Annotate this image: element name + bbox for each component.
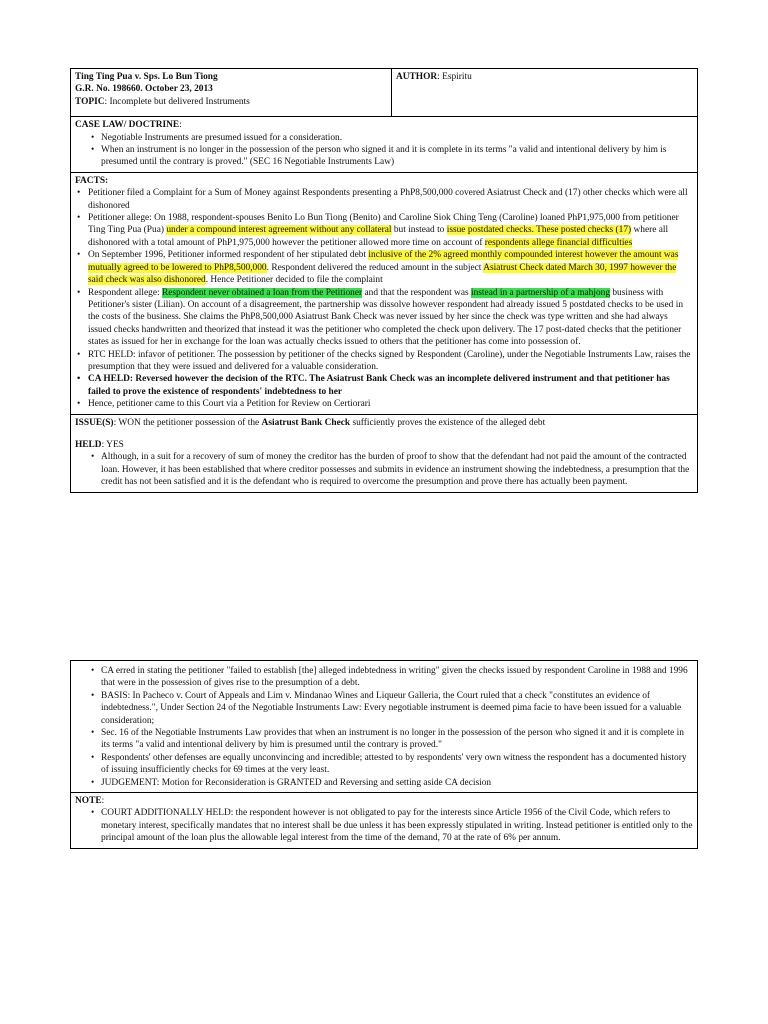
highlight: issue postdated checks. These posted checks (17) [446,225,632,236]
list-item: • BASIS: In Pacheco v. Court of Appeals and Lim v. Mindanao Wines and Liqueur Galleria, the Court ruled that a check "constitutes an evidence of indebtedness.", Under Section 24 of the Negotiable Instruments Law: Every negotiable instrument is deemed pima facie to have been issued for a valuable consideration; [75,690,693,727]
list-item: • Although, in a suit for a recovery of sum of money the creditor has the burden of proof to show that the defendant had not paid the amount of the contracted loan. However, it has been established that where creditor possesses and submits in evidence an instrument showing the indebtedness, a presumption that the credit has not been satisfied and it is the defendant who is required to overcome the presumption and prove there has actually been payment. [75,451,693,488]
list-item: • When an instrument is no longer in the possession of the person who signed it and it is complete in its terms "a valid and intentional delivery by him is presumed until the contrary is proved." (SEC 16 Negotiable Instruments Law) [75,144,693,169]
list-item: • Hence, petitioner came to this Court via a Petition for Review on Certiorari [75,398,693,410]
list-item: • JUDGEMENT: Motion for Reconsideration is GRANTED and Reversing and setting aside CA decision [75,777,693,789]
list-item: • Sec. 16 of the Negotiable Instruments Law provides that when an instrument is no longer in the possession of the person who signed it and it is complete in its terms "a valid and intentional delivery by him is presumed until the contrary is proved." [75,727,693,752]
held-continued-section [71,661,697,793]
case-header [71,69,392,116]
facts-heading: FACTS: [75,175,109,186]
doctrine-list [75,132,693,169]
highlight: instead in a partnership of a mahjong [470,287,611,298]
case-title: Ting Ting Pua v. Sps. Lo Bun Tiong [75,72,218,82]
list-item: • Petitioner allege: On 1988, respondent-spouses Benito Lo Bun Tiong (Benito) and Caroline Siok Ching Teng (Caroline) loaned PhP1,975,000 from petitioner Ting Ting Pua (Pua) under a compound interest agreement without any collateral but instead to issue postdated checks. These posted checks (17) where all dishonored with a total amount of PhP1,975,000 however the petitioner allowed more time on account of respondents allege financial difficulties [75,212,693,249]
list-item: • CA HELD: Reversed however the decision of the RTC. The Asiatrust Bank Check was an incomplete delivered instrument and that petitioner has failed to prove the existence of respondents' indebtedness to her [75,373,693,398]
case-digest-table-page2 [70,660,698,849]
author-value: : Espiritu [437,72,472,82]
note-heading: NOTE: [75,796,105,807]
list-item: • Petitioner filed a Complaint for a Sum of Money against Respondents presenting a PhP8,500,000 covered Asiatrust Check and (17) other checks which were all dishonored [75,187,693,212]
held-list-continued [75,665,693,789]
list-item: • RTC HELD: infavor of petitioner. The possession by petitioner of the checks signed by Respondent (Caroline), under the Negotiable Instruments Law, raises the presumption that they were issued and delivered for a valuable consideration. [75,349,693,374]
highlight: Respondent never obtained a loan from the Petitioner [161,287,363,298]
note-list [75,807,693,844]
list-item: • COURT ADDITIONALLY HELD: the respondent however is not obligated to pay for the interests since Article 1956 of the Civil Code, which refers to monetary interest, specifically mandates that no interest shall be due unless it has been expressly stipulated in writing. Instead petitioner is entitled only to the principal amount of the loan plus the allowable legal interest from the time of the demand, 70 at the rate of 6% per annum. [75,807,693,844]
note-section [71,793,697,848]
facts-section [71,173,697,415]
doctrine-section [71,117,697,173]
facts-list [75,187,693,410]
author-label: AUTHOR [396,72,438,82]
author-cell [392,69,697,116]
highlight: under a compound interest agreement without any collateral [166,225,392,236]
gr-number: G.R. No. 198660. October 23, 2013 [75,84,213,95]
highlight: respondents allege financial difficulties [484,237,633,248]
list-item: • Respondents' other defenses are equally unconvincing and incredible; attested to by respondents' very own witness the respondent has a documented history of issuing insufficiently checks for 69 times at the very least. [75,752,693,777]
held-list [75,451,693,488]
list-item: • Respondent allege: Respondent never obtained a loan from the Petitioner and that the respondent was instead in a partnership of a mahjong business with Petitioner's sister (Lilian). On account of a disagreement, the partnership was dissolve however respondent had already issued 5 postdated checks to be used in the costs of the business. She claims the PhP8,500,000 Asiatrust Bank Check was never issued by her since the check was type written and she had always issued checks handwritten and theorized that instead it was the petitioner who completed the check upon delivery. The 17 post-dated checks that the petitioner states as issued for her in exchange for the loan was actually checks issued to others that the petitioner has come into possession of. [75,287,693,349]
held-line: HELD: YES [75,439,124,450]
list-item: • CA erred in stating the petitioner "failed to establish [the] alleged indebtedness in writing" given the checks issued by respondent Caroline in 1988 and 1996 that were in the possession of gives rise to the presumption of a debt. [75,665,693,690]
list-item: • Negotiable Instruments are presumed issued for a consideration. [75,132,693,144]
case-digest-table-page1 [70,68,698,493]
highlight: inclusive of the 2% agreed monthly compounded interest however the amount was mutually agreed to be lowered to PhP8,500,000 [88,250,679,273]
header-row [71,69,697,117]
issue-held-section [71,415,697,492]
list-item: • On September 1996, Petitioner informed respondent of her stipulated debt inclusive of the 2% agreed monthly compounded interest however the amount was mutually agreed to be lowered to PhP8,500,000. Respondent delivered the reduced amount in the subject Asiatrust Check dated March 30, 1997 however the said check was also dishonored. Hence Petitioner decided to file the complaint [75,249,693,286]
doctrine-heading: CASE LAW/ DOCTRINE: [75,120,182,131]
highlight: Asiatrust Check dated March 30, 1997 however the said check was also dishonored [88,262,677,286]
issue-line: ISSUE(S): WON the petitioner possession of the Asiatrust Bank Check sufficiently proves the existence of the alleged debt [75,417,546,428]
topic: TOPIC: Incomplete but delivered Instruments [75,96,250,107]
